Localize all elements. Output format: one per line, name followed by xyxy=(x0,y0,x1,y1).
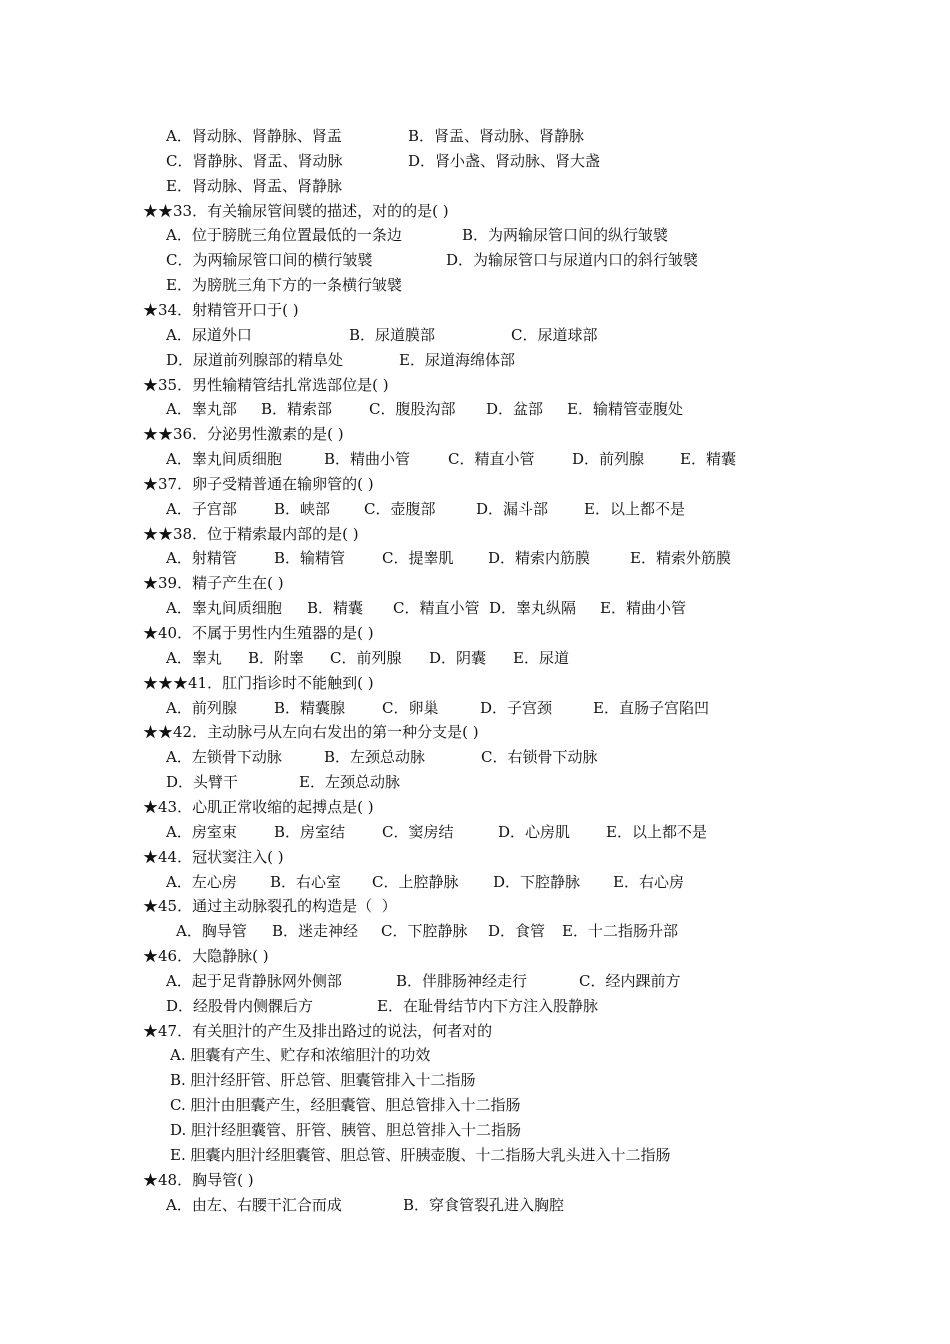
option-text: A．睾丸间质细胞 xyxy=(166,450,282,468)
option-text: C．窦房结 xyxy=(382,823,454,841)
option-text: E．肾动脉、肾盂、肾静脉 xyxy=(166,177,342,195)
question-line: ★45．通过主动脉裂孔的构造是（ ） xyxy=(143,897,397,915)
option-text: E．左颈总动脉 xyxy=(299,773,400,791)
option-text: D．心房肌 xyxy=(498,823,571,841)
option-text: D．盆部 xyxy=(486,400,544,418)
option-text: D．睾丸纵隔 xyxy=(489,599,577,617)
option-text: B．房室结 xyxy=(274,823,346,841)
option-text: A．由左、右腰干汇合而成 xyxy=(166,1196,342,1214)
option-text: B．输精管 xyxy=(274,549,346,567)
option-text: C．提睾肌 xyxy=(382,549,454,567)
question-line: ★43．心肌正常收缩的起搏点是( ) xyxy=(143,798,374,816)
option-text: B．峡部 xyxy=(274,500,331,518)
option-text: A．起于足背静脉网外侧部 xyxy=(166,972,342,990)
option-text: D．为输尿管口与尿道内口的斜行皱襞 xyxy=(446,251,699,269)
question-line: ★★36．分泌男性激素的是( ) xyxy=(143,425,344,443)
option-text: C．为两输尿管口间的横行皱襞 xyxy=(166,251,373,269)
option-text: D．肾小盏、肾动脉、肾大盏 xyxy=(408,152,601,170)
option-text: E．尿道 xyxy=(513,649,569,667)
option-text: A．胸导管 xyxy=(176,922,247,940)
option-text: E．精索外筋膜 xyxy=(630,549,731,567)
option-text: D．头臂干 xyxy=(166,773,239,791)
option-text: C．尿道球部 xyxy=(511,326,598,344)
option-text: B．右心室 xyxy=(270,873,342,891)
option-text: A．房室束 xyxy=(166,823,237,841)
question-line: ★44．冠状窦注入( ) xyxy=(143,848,284,866)
option-text: D．经股骨内侧髁后方 xyxy=(166,997,314,1015)
option-text: E．十二指肠升部 xyxy=(562,922,678,940)
option-text: A．位于膀胱三角位置最低的一条边 xyxy=(166,226,402,244)
option-text: D．漏斗部 xyxy=(476,500,549,518)
option-text: E．以上都不是 xyxy=(606,823,707,841)
option-text: C．壶腹部 xyxy=(364,500,436,518)
question-line: ★★★41．肛门指诊时不能触到( ) xyxy=(143,674,374,692)
question-line: ★★33．有关输尿管间襞的描述，对的的是( ) xyxy=(143,202,449,220)
option-text: A. 胆囊有产生、贮存和浓缩胆汁的功效 xyxy=(170,1046,431,1064)
option-text: C．卵巢 xyxy=(382,699,439,717)
option-text: B．精曲小管 xyxy=(324,450,411,468)
option-text: B．精索部 xyxy=(261,400,333,418)
option-text: D．前列腺 xyxy=(572,450,645,468)
option-text: E．直肠子宫陷凹 xyxy=(593,699,709,717)
option-text: C．下腔静脉 xyxy=(381,922,468,940)
question-line: ★40．不属于男性内生殖器的是( ) xyxy=(143,624,374,642)
option-text: E．精曲小管 xyxy=(600,599,686,617)
option-text: E．精囊 xyxy=(680,450,736,468)
option-text: A．射精管 xyxy=(166,549,237,567)
question-line: ★34．射精管开口于( ) xyxy=(143,301,299,319)
option-text: A．子宫部 xyxy=(166,500,237,518)
question-line: ★★38．位于精索最内部的是( ) xyxy=(143,525,359,543)
question-line: ★48．胸导管( ) xyxy=(143,1171,254,1189)
option-text: B．尿道膜部 xyxy=(349,326,436,344)
option-text: E．输精管壶腹处 xyxy=(567,400,683,418)
option-text: A．睾丸间质细胞 xyxy=(166,599,282,617)
option-text: D．精索内筋膜 xyxy=(488,549,591,567)
option-text: E．以上都不是 xyxy=(584,500,685,518)
option-text: E．右心房 xyxy=(613,873,684,891)
option-text: B．穿食管裂孔进入胸腔 xyxy=(403,1196,565,1214)
option-text: B．精囊 xyxy=(307,599,364,617)
question-line: ★37．卵子受精普通在输卵管的( ) xyxy=(143,475,374,493)
question-line: ★46．大隐静脉( ) xyxy=(143,947,269,965)
option-text: A．左锁骨下动脉 xyxy=(166,748,282,766)
question-line: ★47．有关胆汁的产生及排出路过的说法，何者对的 xyxy=(143,1022,493,1040)
option-text: C．腹股沟部 xyxy=(369,400,456,418)
option-text: B．迷走神经 xyxy=(272,922,359,940)
question-line: ★39．精子产生在( ) xyxy=(143,574,284,592)
option-text: C．前列腺 xyxy=(330,649,402,667)
option-text: A．睾丸 xyxy=(166,649,222,667)
option-text: C．经内踝前方 xyxy=(579,972,681,990)
option-text: D．下腔静脉 xyxy=(493,873,581,891)
option-text: A．尿道外口 xyxy=(166,326,252,344)
option-text: D．食管 xyxy=(488,922,546,940)
option-text: C．右锁骨下动脉 xyxy=(481,748,598,766)
option-text: D. 胆汁经胆囊管、肝管、胰管、胆总管排入十二指肠 xyxy=(170,1121,522,1139)
option-text: C．精直小管 xyxy=(448,450,535,468)
option-text: A．前列腺 xyxy=(166,699,237,717)
option-text: A．睾丸部 xyxy=(166,400,237,418)
option-text: B．为两输尿管口间的纵行皱襞 xyxy=(462,226,669,244)
option-text: B．伴腓肠神经走行 xyxy=(396,972,528,990)
option-text: E．为膀胱三角下方的一条横行皱襞 xyxy=(166,276,402,294)
option-text: D．阴囊 xyxy=(429,649,487,667)
option-text: B．左颈总动脉 xyxy=(324,748,426,766)
option-text: C．上腔静脉 xyxy=(372,873,459,891)
option-text: A．左心房 xyxy=(166,873,237,891)
option-text: D．尿道前列腺部的精阜处 xyxy=(166,351,344,369)
option-text: A．肾动脉、肾静脉、肾盂 xyxy=(166,127,342,145)
option-text: C. 胆汁由胆囊产生，经胆囊管、胆总管排入十二指肠 xyxy=(170,1096,521,1114)
option-text: D．子宫颈 xyxy=(480,699,553,717)
option-text: E. 胆囊内胆汁经胆囊管、胆总管、肝胰壶腹、十二指肠大乳头进入十二指肠 xyxy=(170,1146,671,1164)
question-line: ★35．男性输精管结扎常选部位是( ) xyxy=(143,376,389,394)
option-text: B. 胆汁经肝管、肝总管、胆囊管排入十二指肠 xyxy=(170,1071,476,1089)
option-text: C．精直小管 xyxy=(393,599,480,617)
option-text: B．附睾 xyxy=(248,649,305,667)
option-text: E．尿道海绵体部 xyxy=(399,351,515,369)
question-line: ★★42．主动脉弓从左向右发出的第一种分支是( ) xyxy=(143,723,479,741)
option-text: C．肾静脉、肾盂、肾动脉 xyxy=(166,152,343,170)
option-text: E．在耻骨结节内下方注入股静脉 xyxy=(377,997,598,1015)
option-text: B．精囊腺 xyxy=(274,699,346,717)
option-text: B．肾盂、肾动脉、肾静脉 xyxy=(408,127,585,145)
